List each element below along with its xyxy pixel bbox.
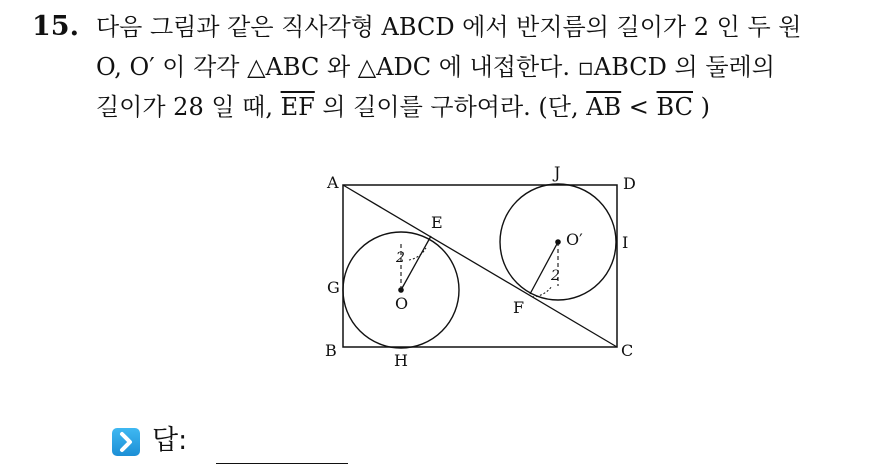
- segment-ef: $\overline{EF}$: [280, 93, 315, 121]
- chevron-right-icon-glyph: [112, 428, 140, 456]
- label-i: I: [622, 233, 629, 252]
- label-c: C: [621, 341, 634, 360]
- label-o-prime: O′: [566, 230, 583, 249]
- center-o-prime-dot: [555, 239, 561, 245]
- label-b: B: [325, 341, 337, 360]
- label-e: E: [431, 213, 443, 232]
- line3-text-end: ): [693, 93, 710, 121]
- line3-text-middle: 의 길이를 구하여라. (단,: [314, 93, 587, 121]
- center-o-dot: [398, 287, 404, 293]
- label-a: A: [327, 173, 339, 192]
- problem-number: 15.: [32, 11, 79, 42]
- problem-line-1: 다음 그림과 같은 직사각형 ABCD 에서 반지름의 길이가 2 인 두 원: [96, 13, 802, 41]
- answer-label: 답:: [152, 425, 188, 456]
- radius-label-right: 2: [551, 268, 560, 284]
- label-o: O: [395, 294, 409, 313]
- chevron-right-icon: [112, 428, 140, 456]
- problem-line-2: O, O′ 이 각각 △ABC 와 △ADC 에 내접한다. ▫ABCD 의 둘레의: [96, 53, 775, 81]
- label-h: H: [394, 351, 408, 370]
- answer-blank-line[interactable]: [216, 463, 348, 464]
- radius-label-left: 2: [396, 250, 405, 266]
- label-f: F: [513, 298, 525, 317]
- segment-ab: $\overline{AB}$: [586, 93, 622, 121]
- segment-bc: $\overline{BC}$: [656, 93, 693, 121]
- less-than-sign: <: [621, 93, 657, 121]
- diagonal-ac: [343, 185, 617, 347]
- line3-text-before: 길이가 28 일 때,: [96, 93, 281, 121]
- label-j: J: [554, 163, 561, 182]
- label-g: G: [327, 278, 340, 297]
- segment-oe: [401, 236, 431, 290]
- label-d: D: [623, 174, 636, 193]
